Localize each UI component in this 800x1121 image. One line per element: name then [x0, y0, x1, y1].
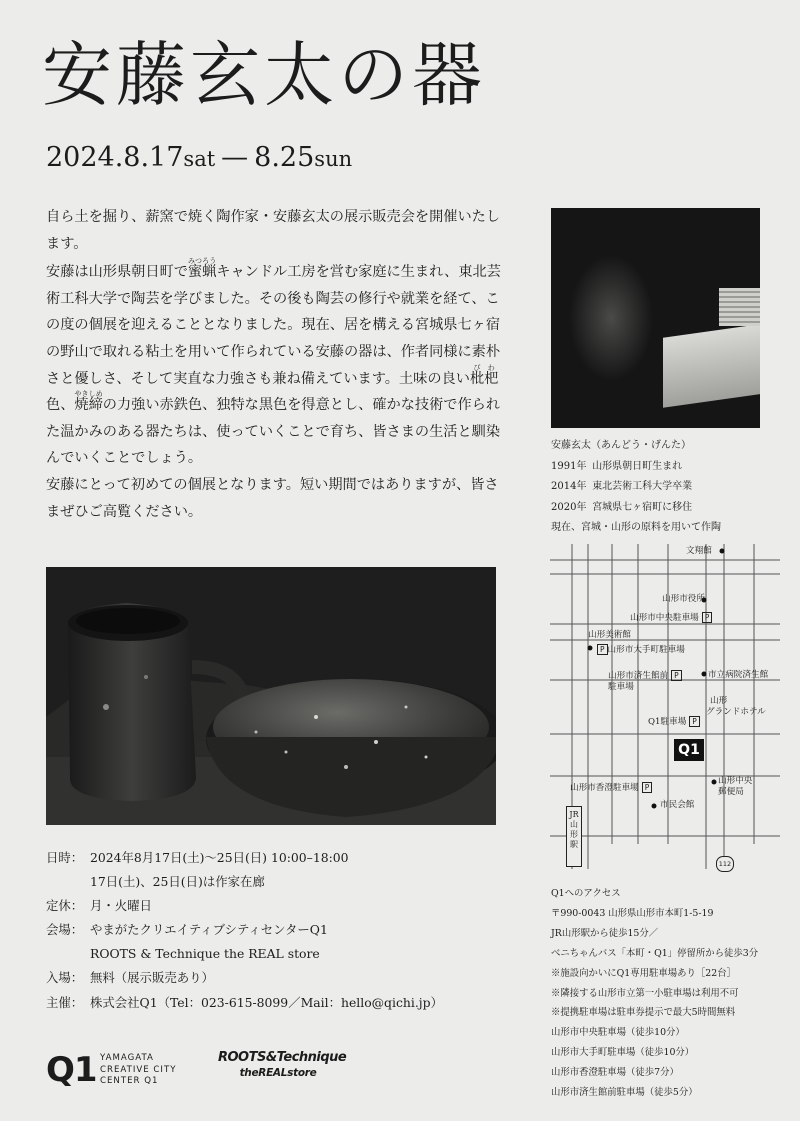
exhibition-dates: [46, 140, 352, 177]
access-heading: Q1へのアクセス: [551, 888, 621, 899]
intro-paragraph-3: 安藤にとって初めての個展となります。短い期間ではありますが、皆さまぜひご高覧ください。: [46, 476, 499, 520]
parking-icon: P: [702, 612, 713, 623]
profile-name: 安藤玄太（あんどう・げんた）: [551, 440, 691, 451]
map-civic-hall: 市民会館: [660, 800, 695, 810]
date-dash: —: [221, 142, 249, 173]
map-city-hall: 山形市役所: [662, 594, 705, 604]
access-line: 山形市大手町駐車場（徒歩10分）: [551, 1047, 695, 1059]
detail-venue: 会場： やまがたクリエイティブシティセンターQ1: [46, 922, 328, 938]
intro-text: [46, 204, 504, 525]
detail-date-note: 17日(土)、25日(日)は作家在廊: [90, 874, 265, 890]
map-hospital: 市立病院済生館: [708, 670, 769, 680]
artist-profile: [551, 436, 771, 539]
detail-admission: 入場： 無料（展示販売あり）: [46, 970, 214, 986]
map-grand-hotel: 山形 グランドホテル: [706, 696, 766, 717]
access-info: [551, 884, 791, 1103]
map-route-sign: 112: [716, 856, 734, 872]
start-date: 2024.8.17: [46, 142, 184, 173]
ruby-yakishime: 焼締やきしめ: [74, 390, 103, 414]
intro-paragraph-1: 自ら土を掘り、薪窯で焼く陶作家・安藤玄太の展示販売会を開催いたします。: [46, 209, 501, 252]
profile-item: 2014年 東北芸術工科大学卒業: [551, 481, 693, 493]
ruby-mitsurou: 蜜蝋みつろう: [187, 257, 217, 281]
event-details: [46, 846, 546, 1015]
end-day: sun: [314, 147, 353, 171]
detail-closed: 定休： 月・火曜日: [46, 898, 152, 914]
map-post-office: 山形中央 郵便局: [718, 776, 753, 797]
map-otemachi-parking: P 山形市大手町駐車場: [594, 644, 685, 656]
access-line: JR山形駅から徒歩15分／: [551, 927, 659, 939]
start-day: sat: [183, 147, 216, 171]
access-line: ※施設向かいにQ1専用駐車場あり［22台］: [551, 967, 736, 979]
end-date: 8.25: [254, 142, 315, 173]
pottery-illustration: [46, 567, 496, 825]
parking-icon: P: [671, 670, 682, 681]
parking-icon: P: [689, 716, 700, 727]
ruby-biwa: 枇杷びわ: [469, 363, 499, 387]
roots-technique-logo: ROOTS&Technique theREALstore: [218, 1050, 347, 1079]
access-line: ※提携駐車場は駐車券提示で最大5時間無料: [551, 1007, 736, 1019]
access-line: べニちゃんバス「本町・Q1」停留所から徒歩3分: [551, 947, 759, 959]
profile-item: 2020年 宮城県七ヶ宿町に移住: [551, 501, 693, 513]
map-q1-parking: Q1駐車場 P: [648, 716, 700, 728]
map-jr-station: JR山形駅: [566, 806, 582, 867]
access-line: 山形市済生館前駐車場（徒歩5分）: [551, 1087, 698, 1099]
exhibition-title: 安藤玄太の器: [42, 34, 486, 116]
detail-venue-2: ROOTS & Technique the REAL store: [90, 946, 320, 962]
artist-portrait-photo: [551, 208, 760, 428]
map-saiseikan-parking: 山形市済生館前 P 駐車場: [608, 670, 682, 693]
portrait-paper-detail: [663, 322, 760, 407]
map-museum: 山形美術館: [588, 630, 631, 640]
intro-paragraph-2: 安藤は山形県朝日町で蜜蝋みつろうキャンドル工房を営む家庭に生まれ、東北芸術工科大学で陶芸を学びました。その後も陶芸の修行や就業を経て、この度の個展を迎えることとなりました。現在、居を構える宮城県七ヶ宿の野山で取れる粘土を用いて作られている安藤の器は、作者同様に素朴さと優しさ、そして実直な力強さも兼ね備えています。土味の良い枇杷びわ色、焼締やきしめの力強い赤鉄色、独特な黒色を得意とし、確かな技術で作られた温かみのある器たちは、使っていくことで育ち、皆さまの生活と馴染んでいくことでしょう。: [46, 257, 501, 467]
access-line: ※隣接する山形市立第一小駐車場は利用不可: [551, 987, 739, 999]
portrait-sheet-detail: [719, 288, 760, 326]
q1-logo: Q1: [46, 1050, 97, 1090]
access-line: 山形市香澄駐車場（徒歩7分）: [551, 1067, 679, 1079]
parking-icon: P: [642, 782, 653, 793]
profile-item: 1991年 山形県朝日町生まれ: [551, 460, 683, 472]
profile-current: 現在、宮城・山形の原料を用いて作陶: [551, 522, 721, 534]
pottery-photo: [46, 567, 496, 825]
q1-logo-text: YAMAGATA CREATIVE CITY CENTER Q1: [100, 1053, 177, 1086]
detail-date: 日時： 2024年8月17日(土)～25日(日) 10:00–18:00: [46, 850, 349, 865]
map-chuo-parking: 山形市中央駐車場 P: [630, 612, 712, 624]
map-bunshokan: 文翔館: [686, 546, 712, 556]
access-line: 山形市中央駐車場（徒歩10分）: [551, 1027, 685, 1039]
map-q1-marker: Q1: [674, 739, 704, 761]
detail-organizer: 主催： 株式会社Q1（Tel：023-615-8099／Mail：hello@qichi.jp）: [46, 994, 443, 1010]
access-line: 〒990-0043 山形県山形市本町1-5-19: [551, 907, 714, 919]
parking-icon: P: [597, 644, 608, 655]
map-kasumi-parking: 山形市香澄駐車場 P: [570, 782, 652, 794]
access-map: [548, 544, 780, 869]
